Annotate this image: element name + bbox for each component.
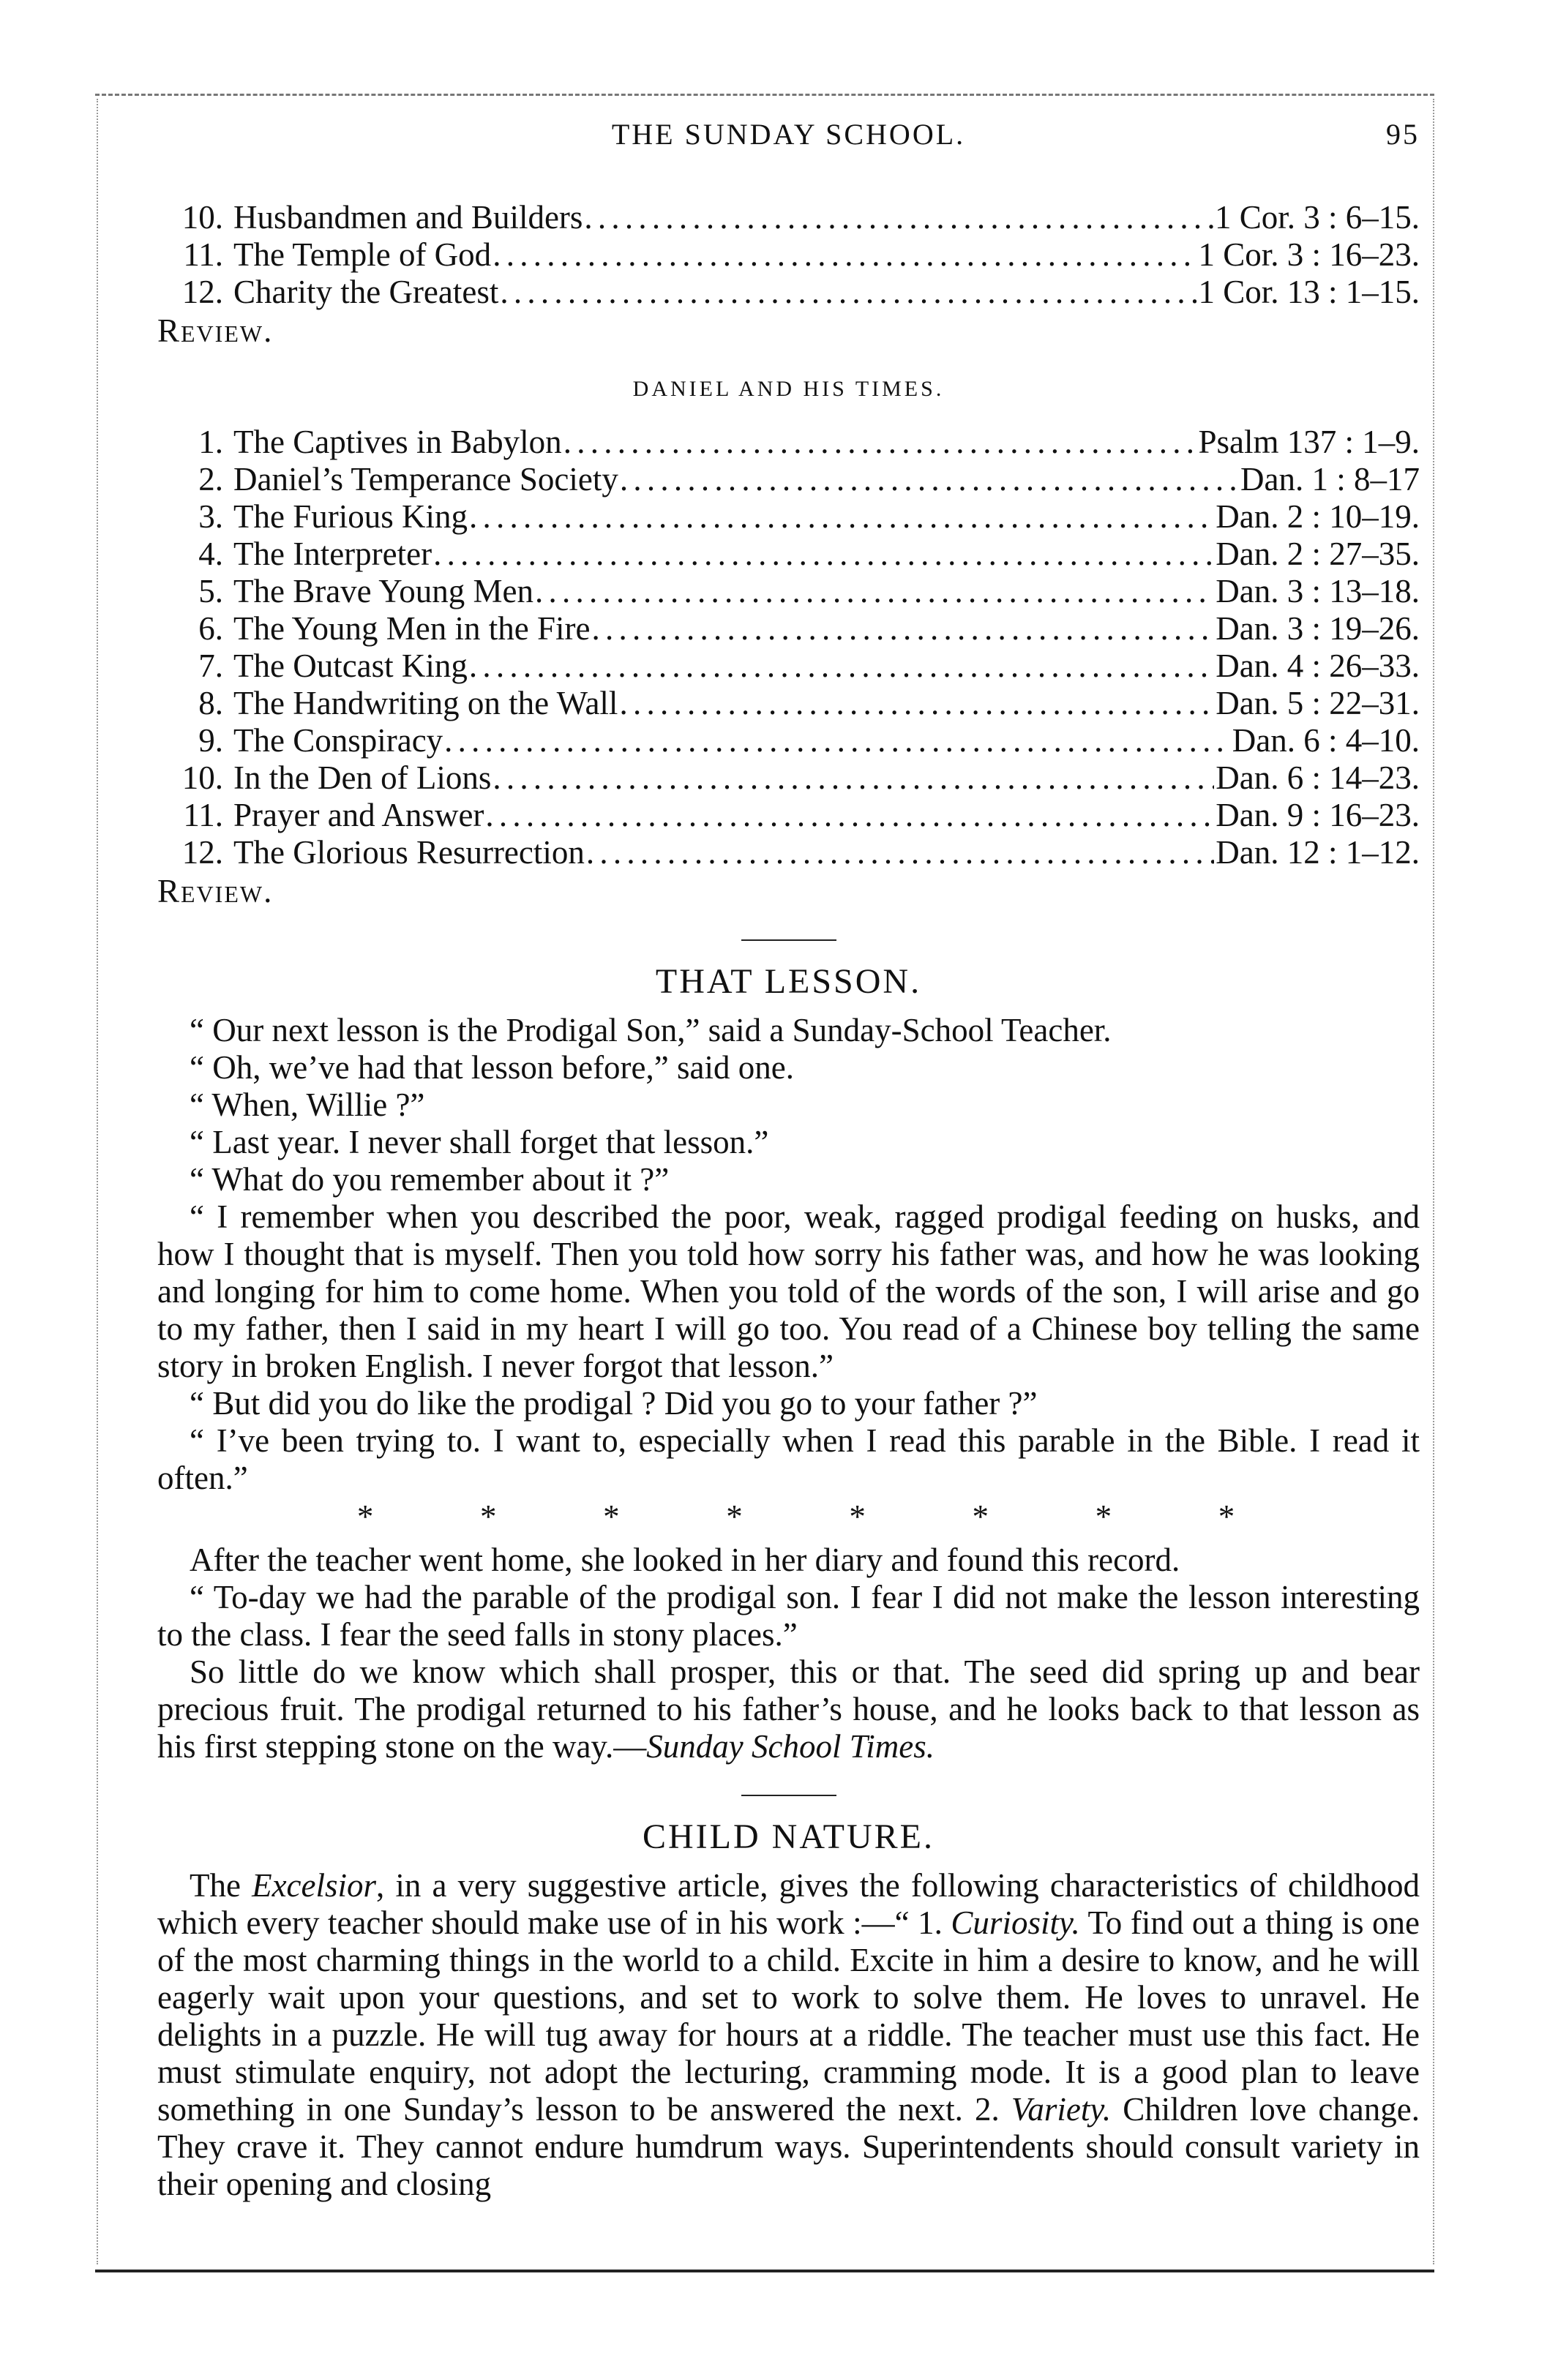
lesson-row	[157, 647, 1420, 685]
leader-dots	[500, 274, 1196, 311]
diary-quote: “ To-day we had the parable of the prodigal son. I fear I did not make the lesson interesting to the class. I fear the seed falls in stony places.”	[157, 1579, 1420, 1653]
lesson-number: 11.	[183, 797, 223, 833]
lesson-row	[157, 610, 1420, 647]
lesson-number: 12.	[181, 834, 223, 871]
dialogue-line: “ Oh, we’ve had that lesson before,” said one.	[190, 1049, 794, 1086]
lesson-row	[157, 498, 1420, 536]
article-title-that-lesson: THAT LESSON.	[655, 962, 922, 1001]
page-number: 95	[1386, 118, 1420, 151]
lesson-title: In the Den of Lions	[233, 759, 492, 796]
lesson-number: 3.	[198, 498, 223, 535]
lesson-row	[157, 461, 1420, 498]
closing-text: So little do we know which shall prosper, this or that. The seed did spring up and bear precious fruit. The prodigal returned to his father’s house, and he looks back to that lesson as his first stepping stone on the way.—	[157, 1653, 1420, 1765]
lesson-number: 12.	[181, 274, 223, 310]
dialogue-line: “ Our next lesson is the Prodigal Son,” said a Sunday-School Teacher.	[190, 1012, 1112, 1048]
dialogue-paragraph: “ I remember when you described the poor, weak, ragged prodigal feeding on husks, and how I thought that is myself. Then you told how sorry his father was, and how he was looking and longing for him to come home. When you told of the words of the son, I will arise and go to my father, then I said in my heart I will go too. You read of a Chinese boy telling the same story in broken English. I never forgot that lesson.”	[157, 1198, 1420, 1384]
lesson-reference: Dan. 5 : 22–31.	[1216, 685, 1420, 721]
lesson-list-daniel	[157, 424, 1420, 871]
lesson-number: 10.	[181, 759, 223, 796]
text-run: The	[190, 1867, 252, 1904]
lesson-title: The Handwriting on the Wall	[233, 685, 618, 721]
leader-dots	[493, 759, 1214, 797]
lesson-number: 1.	[198, 424, 223, 460]
lesson-row	[157, 274, 1420, 311]
lesson-reference: Dan. 12 : 1–12.	[1216, 834, 1420, 871]
publication-name: Excelsior	[252, 1867, 377, 1904]
lesson-title: The Brave Young Men	[233, 573, 533, 609]
dialogue-paragraph: “ I’ve been trying to. I want to, especially when I read this parable in the Bible. I read it often.”	[157, 1422, 1420, 1496]
asterism	[157, 1498, 1420, 1536]
asterisk: *	[1095, 1498, 1112, 1535]
narrative-paragraph: After the teacher went home, she looked in her diary and found this record.	[190, 1542, 1180, 1578]
lesson-row	[157, 573, 1420, 610]
lesson-title: Husbandmen and Builders	[233, 199, 583, 236]
lesson-reference: 1 Cor. 3 : 16–23.	[1198, 236, 1420, 273]
lesson-number: 8.	[198, 685, 223, 721]
text-run: Children love change. They crave it. They cannot endure humdrum ways. Superintendents should consult variety in their opening and closing	[157, 2091, 1420, 2202]
lesson-title: Charity the Greatest	[233, 274, 499, 310]
lesson-reference: 1 Cor. 13 : 1–15.	[1198, 274, 1420, 310]
leader-dots	[592, 610, 1215, 647]
closing-paragraph	[157, 1653, 1420, 1765]
lesson-number: 5.	[198, 573, 223, 609]
asterisk: *	[603, 1498, 620, 1535]
lesson-row	[157, 424, 1420, 461]
lesson-row	[157, 685, 1420, 722]
leader-dots	[444, 722, 1231, 759]
lesson-title: The Glorious Resurrection	[233, 834, 585, 871]
section-divider	[741, 939, 836, 941]
lesson-list-corinthians	[157, 199, 1420, 311]
asterisk: *	[972, 1498, 989, 1535]
source-citation: Sunday School Times.	[646, 1728, 935, 1765]
lesson-number: 9.	[198, 722, 223, 759]
review-label: Review.	[157, 312, 274, 349]
lesson-row	[157, 797, 1420, 834]
lesson-row	[157, 722, 1420, 759]
lesson-row	[157, 834, 1420, 871]
leader-dots	[469, 498, 1214, 536]
lesson-reference: Psalm 137 : 1–9.	[1198, 424, 1420, 460]
dialogue-line: “ What do you remember about it ?”	[190, 1161, 670, 1198]
lesson-title: Prayer and Answer	[233, 797, 484, 833]
leader-dots	[433, 536, 1214, 573]
lesson-reference: Dan. 1 : 8–17	[1240, 461, 1420, 498]
lesson-title: The Conspiracy	[233, 722, 443, 759]
lesson-reference: Dan. 3 : 13–18.	[1216, 573, 1420, 609]
lesson-number: 6.	[198, 610, 223, 647]
section-heading-daniel: DANIEL AND HIS TIMES.	[632, 377, 945, 401]
lesson-reference: Dan. 6 : 14–23.	[1216, 759, 1420, 796]
lesson-reference: Dan. 2 : 10–19.	[1216, 498, 1420, 535]
trait-label: Curiosity.	[951, 1904, 1080, 1941]
lesson-title: The Young Men in the Fire	[233, 610, 591, 647]
lesson-number: 4.	[198, 536, 223, 572]
text-run: To find out a thing is one of the most charming things in the world to a child. Excite in him a desire to know, and he will eagerly wait upon your questions, and set to work to solve them. He loves to unravel. He delights in a puzzle. He will tug away for hours at a riddle. The teacher must use this fact. He must stimulate enquiry, not adopt the lecturing, cramming mode. It is a good plan to leave something in one Sunday’s lesson to be answered the next. 2.	[157, 1904, 1420, 2128]
page-header	[157, 117, 1420, 161]
text-run: , in a very suggestive article, gives the following characteristics of childhood which every teacher should make use of in his work :—“ 1.	[157, 1867, 1420, 1941]
lesson-number: 11.	[183, 236, 223, 273]
lesson-row	[157, 759, 1420, 797]
leader-dots	[619, 685, 1214, 722]
leader-dots	[563, 424, 1197, 461]
running-title: THE SUNDAY SCHOOL.	[611, 118, 966, 151]
asterisk: *	[479, 1498, 497, 1535]
lesson-title: The Temple of God	[233, 236, 492, 273]
lesson-title: The Captives in Babylon	[233, 424, 562, 460]
review-label: Review.	[157, 873, 274, 909]
lesson-row	[157, 199, 1420, 236]
right-margin-line	[1433, 99, 1434, 2264]
lesson-row	[157, 236, 1420, 274]
page-body	[157, 199, 1420, 2203]
lesson-title: The Interpreter	[233, 536, 432, 572]
asterisk: *	[356, 1498, 374, 1535]
lesson-reference: Dan. 4 : 26–33.	[1216, 647, 1420, 684]
leader-dots	[485, 797, 1214, 834]
lesson-title: Daniel’s Temperance Society	[233, 461, 618, 498]
leader-dots	[469, 647, 1214, 685]
leader-dots	[535, 573, 1214, 610]
leader-dots	[493, 236, 1196, 274]
dialogue-line: “ Last year. I never shall forget that lesson.”	[190, 1124, 769, 1160]
lesson-reference: 1 Cor. 3 : 6–15.	[1214, 199, 1420, 236]
asterisk: *	[1218, 1498, 1235, 1535]
top-rule	[95, 94, 1434, 96]
leader-dots	[584, 199, 1213, 236]
trait-label: Variety.	[1011, 2091, 1112, 2128]
dialogue-line: “ When, Willie ?”	[190, 1086, 425, 1123]
left-margin-line	[97, 99, 98, 2264]
asterisk: *	[849, 1498, 866, 1535]
lesson-number: 7.	[198, 647, 223, 684]
lesson-reference: Dan. 9 : 16–23.	[1216, 797, 1420, 833]
lesson-title: The Outcast King	[233, 647, 468, 684]
lesson-title: The Furious King	[233, 498, 468, 535]
lesson-reference: Dan. 6 : 4–10.	[1232, 722, 1420, 759]
bottom-rule	[95, 2270, 1434, 2272]
child-nature-paragraph	[157, 1867, 1420, 2203]
leader-dots	[620, 461, 1239, 498]
lesson-reference: Dan. 3 : 19–26.	[1216, 610, 1420, 647]
section-divider	[741, 1795, 836, 1796]
lesson-number: 2.	[198, 461, 223, 498]
lesson-reference: Dan. 2 : 27–35.	[1216, 536, 1420, 572]
asterisk: *	[726, 1498, 743, 1535]
lesson-row	[157, 536, 1420, 573]
dialogue-line: “ But did you do like the prodigal ? Did you go to your father ?”	[190, 1385, 1038, 1422]
lesson-number: 10.	[181, 199, 223, 236]
article-title-child-nature: CHILD NATURE.	[643, 1817, 935, 1856]
leader-dots	[586, 834, 1214, 871]
